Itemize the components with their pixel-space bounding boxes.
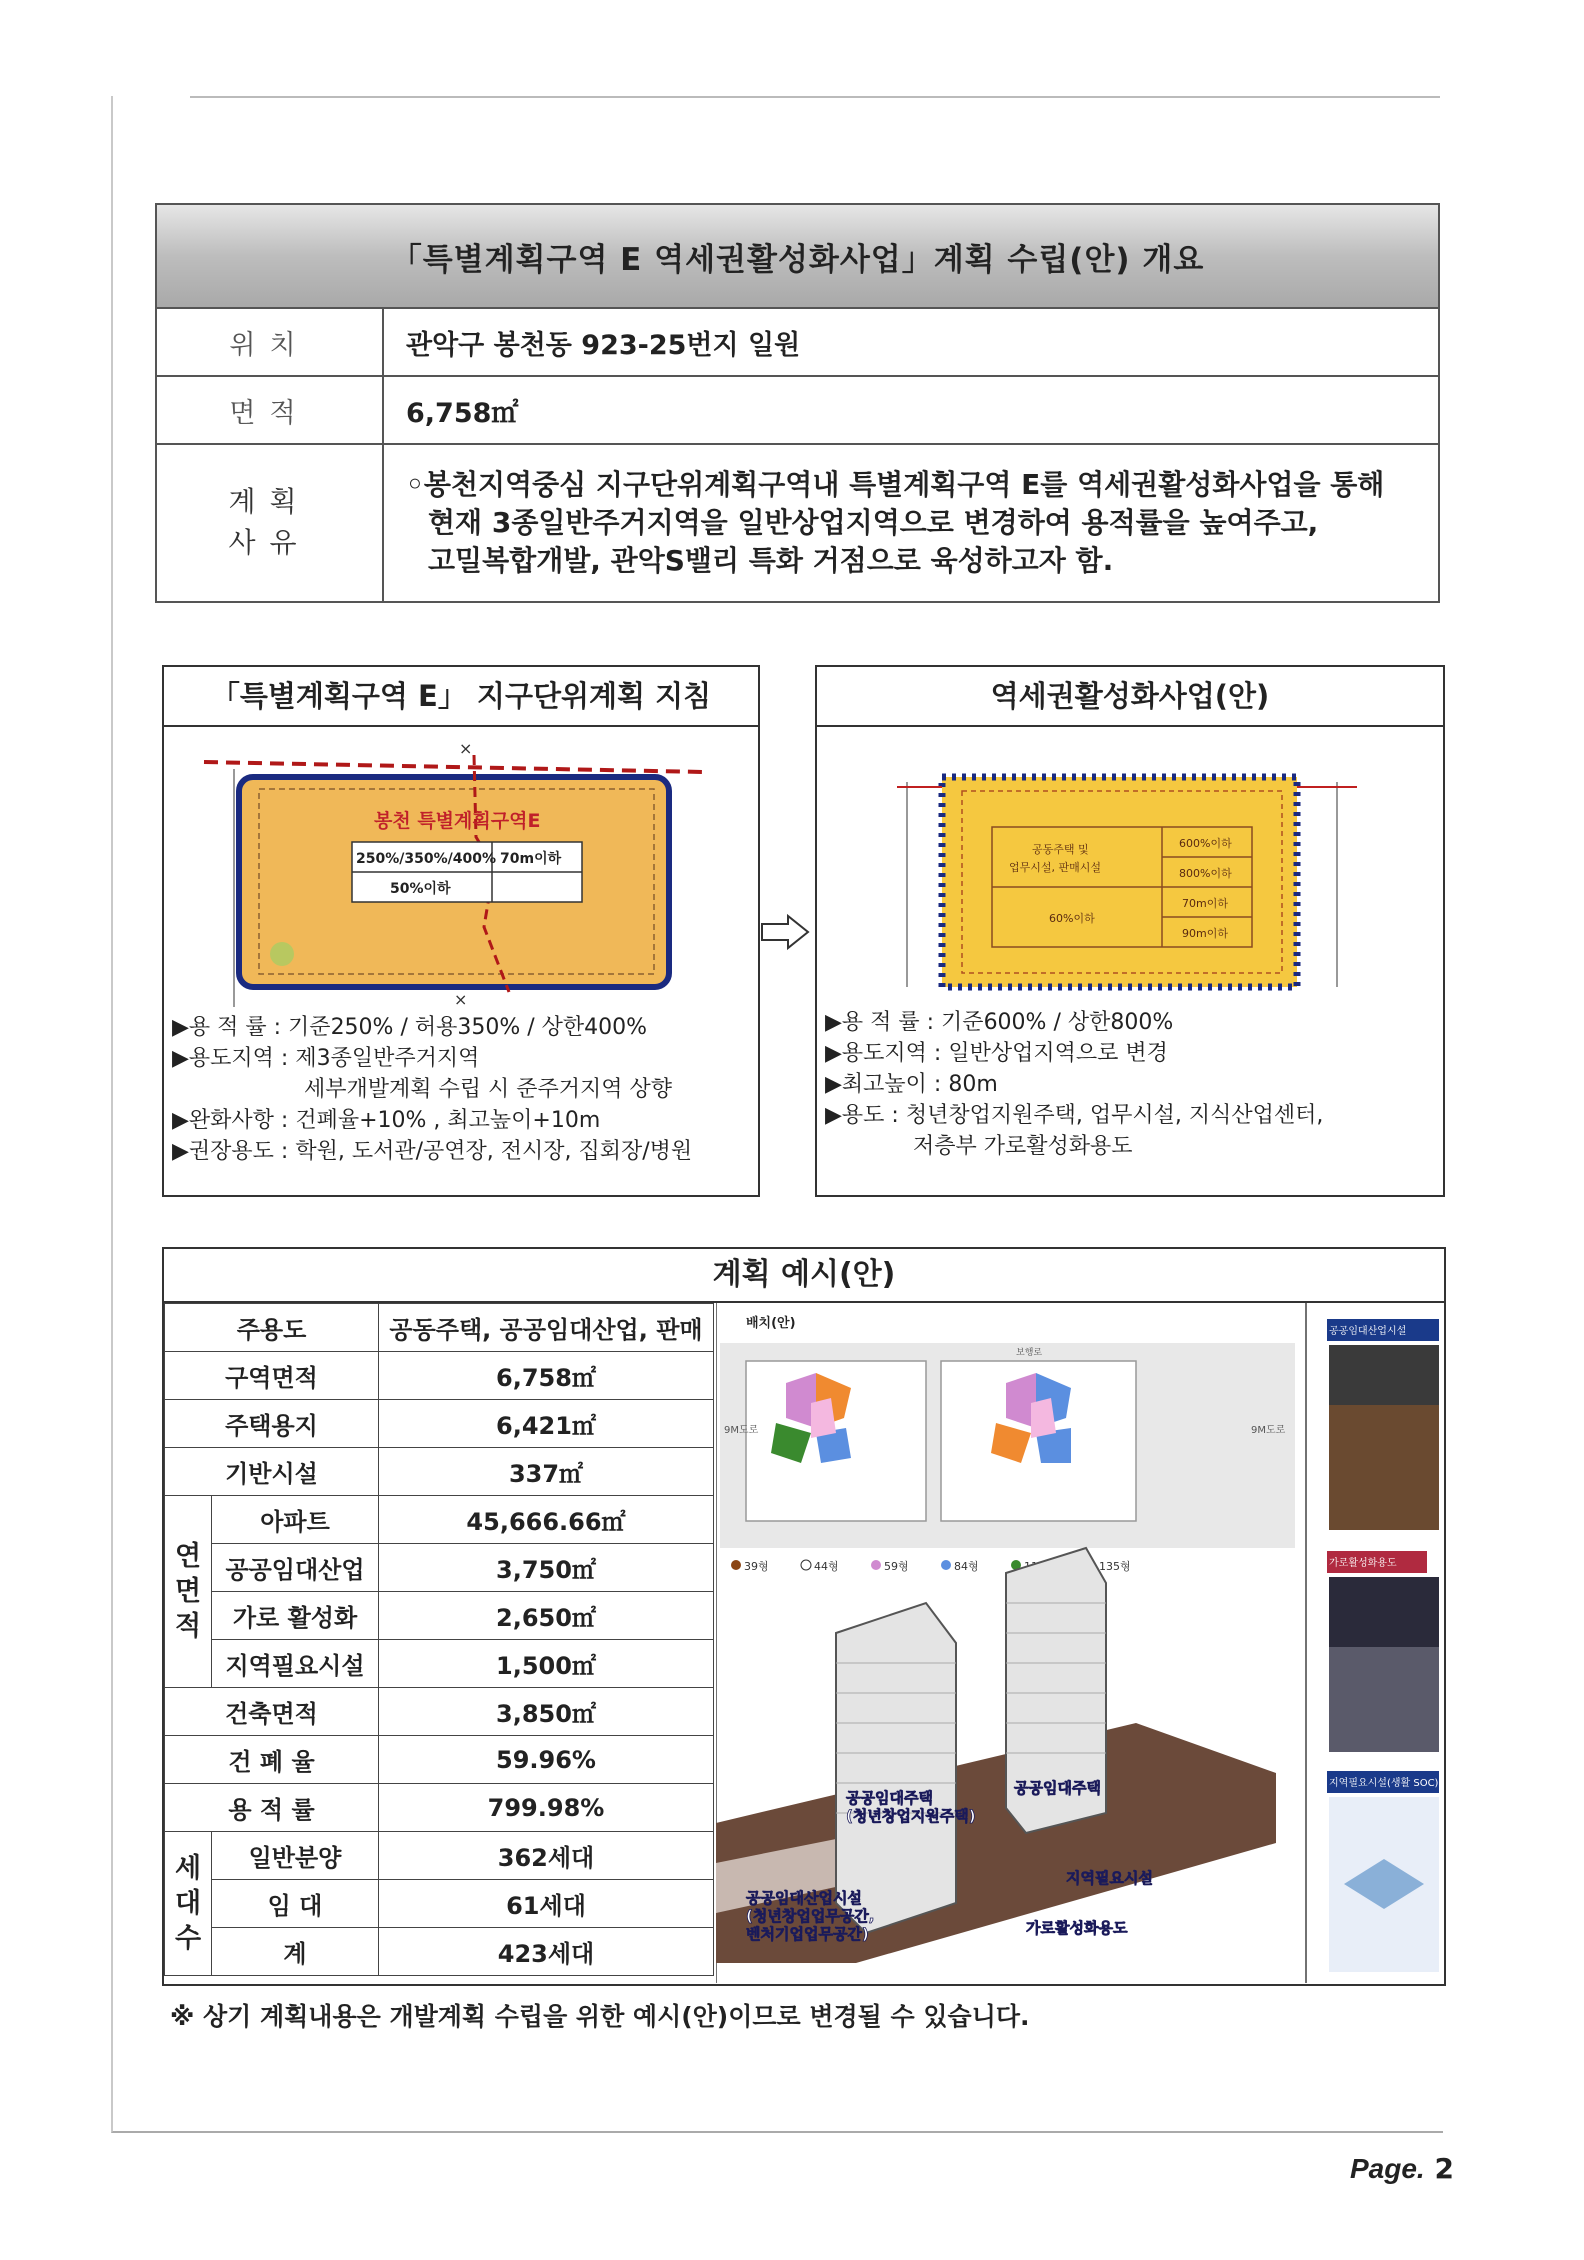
map-cell: 업무시설, 판매시설	[1009, 861, 1102, 874]
spec-row	[165, 1496, 714, 1544]
reason-label-line-2: 사유	[228, 526, 311, 559]
floor-area-label-text: 연 면 적	[174, 1540, 202, 1643]
spec-value: 3,750㎡	[379, 1544, 714, 1592]
spec-row	[165, 1352, 714, 1400]
spec-label: 건축면적	[165, 1688, 379, 1736]
bullet-item: ▶권장용도 : 학원, 도서관/공연장, 전시장, 집회장/병원	[172, 1139, 693, 1164]
rendering-label-line: 공공임대주택	[846, 1789, 933, 1807]
legend-label: 84형	[954, 1560, 979, 1573]
spec-label: 공공임대산업	[212, 1544, 379, 1592]
station-area-project-panel	[815, 665, 1445, 1197]
rendering-label-line: 벤처기업업무공간)	[746, 1925, 869, 1943]
svg-text:×: ×	[454, 990, 468, 1009]
bullet-item: ▶용도지역 : 제3종일반주거지역	[172, 1046, 480, 1071]
plan-spec-table	[164, 1303, 714, 1976]
bullet-item: ▶최고높이 : 80m	[825, 1072, 998, 1097]
location-value: 관악구 봉천동 923-25번지 일원	[383, 308, 1439, 376]
spec-value: 362세대	[379, 1832, 714, 1880]
reference-photos	[1319, 1319, 1439, 1979]
photo-label: 공공임대산업시설	[1329, 1326, 1407, 1337]
bullet-item: ▶용도 : 청년창업지원주택, 업무시설, 지식산업센터,	[825, 1103, 1324, 1128]
spec-value: 6,421㎡	[379, 1400, 714, 1448]
rendering-label	[746, 1889, 874, 1943]
reason-text	[383, 444, 1439, 602]
spec-row	[165, 1448, 714, 1496]
spec-value: 2,650㎡	[379, 1592, 714, 1640]
district-guideline-panel	[162, 665, 760, 1197]
spec-value: 799.98%	[379, 1784, 714, 1832]
spec-row	[165, 1784, 714, 1832]
district-guideline-title: 「특별계획구역 E」 지구단위계획 지침	[164, 667, 758, 727]
spec-row	[165, 1880, 714, 1928]
overview-title: 「특별계획구역 E 역세권활성화사업」계획 수립(안) 개요	[156, 204, 1439, 308]
overview-table	[155, 203, 1440, 603]
district-guideline-bullets	[164, 1012, 758, 1167]
spec-label: 용 적 률	[165, 1784, 379, 1832]
spec-label: 임 대	[212, 1880, 379, 1928]
bullet-item: ▶용 적 률 : 기준600% / 상한800%	[825, 1010, 1174, 1035]
road-label: 9M도로	[724, 1425, 759, 1436]
plan-example-box	[162, 1247, 1446, 1986]
footnote: ※ 상기 계획내용은 개발계획 수립을 위한 예시(안)이므로 변경될 수 있습니다.	[170, 2002, 1030, 2031]
rendering-label: 가로활성화용도	[1026, 1919, 1128, 1937]
households-label-text: 세 대 수	[174, 1852, 202, 1955]
station-area-project-bullets	[817, 1007, 1443, 1162]
spec-value: 1,500㎡	[379, 1640, 714, 1688]
spec-label: 가로 활성화	[212, 1592, 379, 1640]
site-plan-rendering	[716, 1303, 1316, 1983]
spec-row	[165, 1304, 714, 1352]
map-cell: 800%이하	[1179, 867, 1232, 880]
bullet-item: 저층부 가로활성화용도	[825, 1134, 1133, 1159]
spec-value: 337㎡	[379, 1448, 714, 1496]
spec-label: 지역필요시설	[212, 1640, 379, 1688]
spec-value: 3,850㎡	[379, 1688, 714, 1736]
area-label: 면적	[156, 376, 383, 444]
right-arrow-icon	[758, 912, 814, 952]
spec-row	[165, 1544, 714, 1592]
spec-label: 주택용지	[165, 1400, 379, 1448]
bullet-item: ▶완화사항 : 건폐율+10% , 최고높이+10m	[172, 1108, 601, 1133]
page-number	[1350, 2152, 1454, 2185]
road-label: 보행로	[1016, 1348, 1043, 1358]
reason-label-line-1: 계획	[228, 485, 311, 519]
map-cell: 600%이하	[1179, 837, 1232, 850]
map-cell: 60%이하	[1049, 912, 1095, 925]
bullet-item: ▶용도지역 : 일반상업지역으로 변경	[825, 1041, 1168, 1066]
rendering-label-line: 공공임대산업시설	[746, 1889, 862, 1907]
legend-label: 135형	[1099, 1560, 1131, 1573]
spec-label: 기반시설	[165, 1448, 379, 1496]
spec-row	[165, 1832, 714, 1880]
bullet-item: ▶용 적 률 : 기준250% / 허용350% / 상한400%	[172, 1015, 648, 1040]
spec-label: 아파트	[212, 1496, 379, 1544]
spec-row	[165, 1928, 714, 1976]
map-cell: 50%이하	[390, 881, 451, 897]
spec-row	[165, 1640, 714, 1688]
rendering-label-line: (청년창업업무공간,	[746, 1907, 875, 1925]
spec-value: 61세대	[379, 1880, 714, 1928]
bullet-item: 세부개발계획 수립 시 준주거지역 상향	[172, 1077, 673, 1102]
map-cell: 공동주택 및	[1032, 843, 1089, 856]
page-number-value: 2	[1434, 2152, 1454, 2185]
road-label: 9M도로	[1251, 1425, 1286, 1436]
rendering-label-line: (청년창업지원주택)	[846, 1807, 976, 1825]
spec-value: 45,666.66㎡	[379, 1496, 714, 1544]
spec-label: 건 폐 율	[165, 1736, 379, 1784]
reason-label	[156, 444, 383, 602]
photo-label: 지역필요시설(생활 SOC)	[1329, 1778, 1439, 1789]
reason-line: ◦봉천지역중심 지구단위계획구역내 특별계획구역 E를 역세권활성화사업을 통해	[406, 467, 1385, 501]
svg-text:×: ×	[459, 739, 473, 758]
map-cell: 90m이하	[1182, 927, 1228, 940]
spec-row	[165, 1400, 714, 1448]
legend-swatch	[731, 1560, 741, 1570]
plan-example-title: 계획 예시(안)	[164, 1249, 1444, 1303]
area-value: 6,758㎡	[383, 376, 1439, 444]
page-prefix: Page.	[1350, 2153, 1425, 2184]
rendering-label: 지역필요시설	[1066, 1869, 1153, 1887]
spec-label: 주용도	[165, 1304, 379, 1352]
station-area-project-title: 역세권활성화사업(안)	[817, 667, 1443, 727]
reason-line: 현재 3종일반주거지역을 일반상업지역으로 변경하여 용적률을 높여주고,	[428, 505, 1319, 539]
map-cell: 70m이하	[500, 851, 562, 867]
station-area-project-map	[817, 727, 1443, 1007]
spec-value: 59.96%	[379, 1736, 714, 1784]
spec-value: 6,758㎡	[379, 1352, 714, 1400]
legend-swatch	[941, 1560, 951, 1570]
floor-area-section-label	[165, 1496, 212, 1688]
spec-label: 일반분양	[212, 1832, 379, 1880]
spec-row	[165, 1688, 714, 1736]
spec-value: 423세대	[379, 1928, 714, 1976]
spec-label: 계	[212, 1928, 379, 1976]
rendering-label: 공공임대주택	[1014, 1779, 1101, 1797]
map-cell: 250%/350%/400%	[356, 851, 496, 867]
spec-value: 공동주택, 공공임대산업, 판매	[379, 1304, 714, 1352]
legend-label: 44형	[814, 1560, 839, 1573]
legend-swatch	[801, 1560, 811, 1570]
legend-label: 59형	[884, 1560, 909, 1573]
legend-swatch	[871, 1560, 881, 1570]
location-label: 위치	[156, 308, 383, 376]
spec-row	[165, 1592, 714, 1640]
site-plan-label: 배치(안)	[746, 1316, 796, 1331]
map-zone-title: 봉천 특별계획구역E	[374, 810, 541, 832]
spec-row	[165, 1736, 714, 1784]
photo-label: 가로활성화용도	[1329, 1558, 1397, 1569]
reason-line: 고밀복합개발, 관악S밸리 특화 거점으로 육성하고자 함.	[428, 544, 1114, 578]
households-section-label	[165, 1832, 212, 1976]
district-guideline-map	[164, 727, 758, 1012]
legend-label: 39형	[744, 1560, 769, 1573]
spec-label: 구역면적	[165, 1352, 379, 1400]
map-cell: 70m이하	[1182, 897, 1228, 910]
